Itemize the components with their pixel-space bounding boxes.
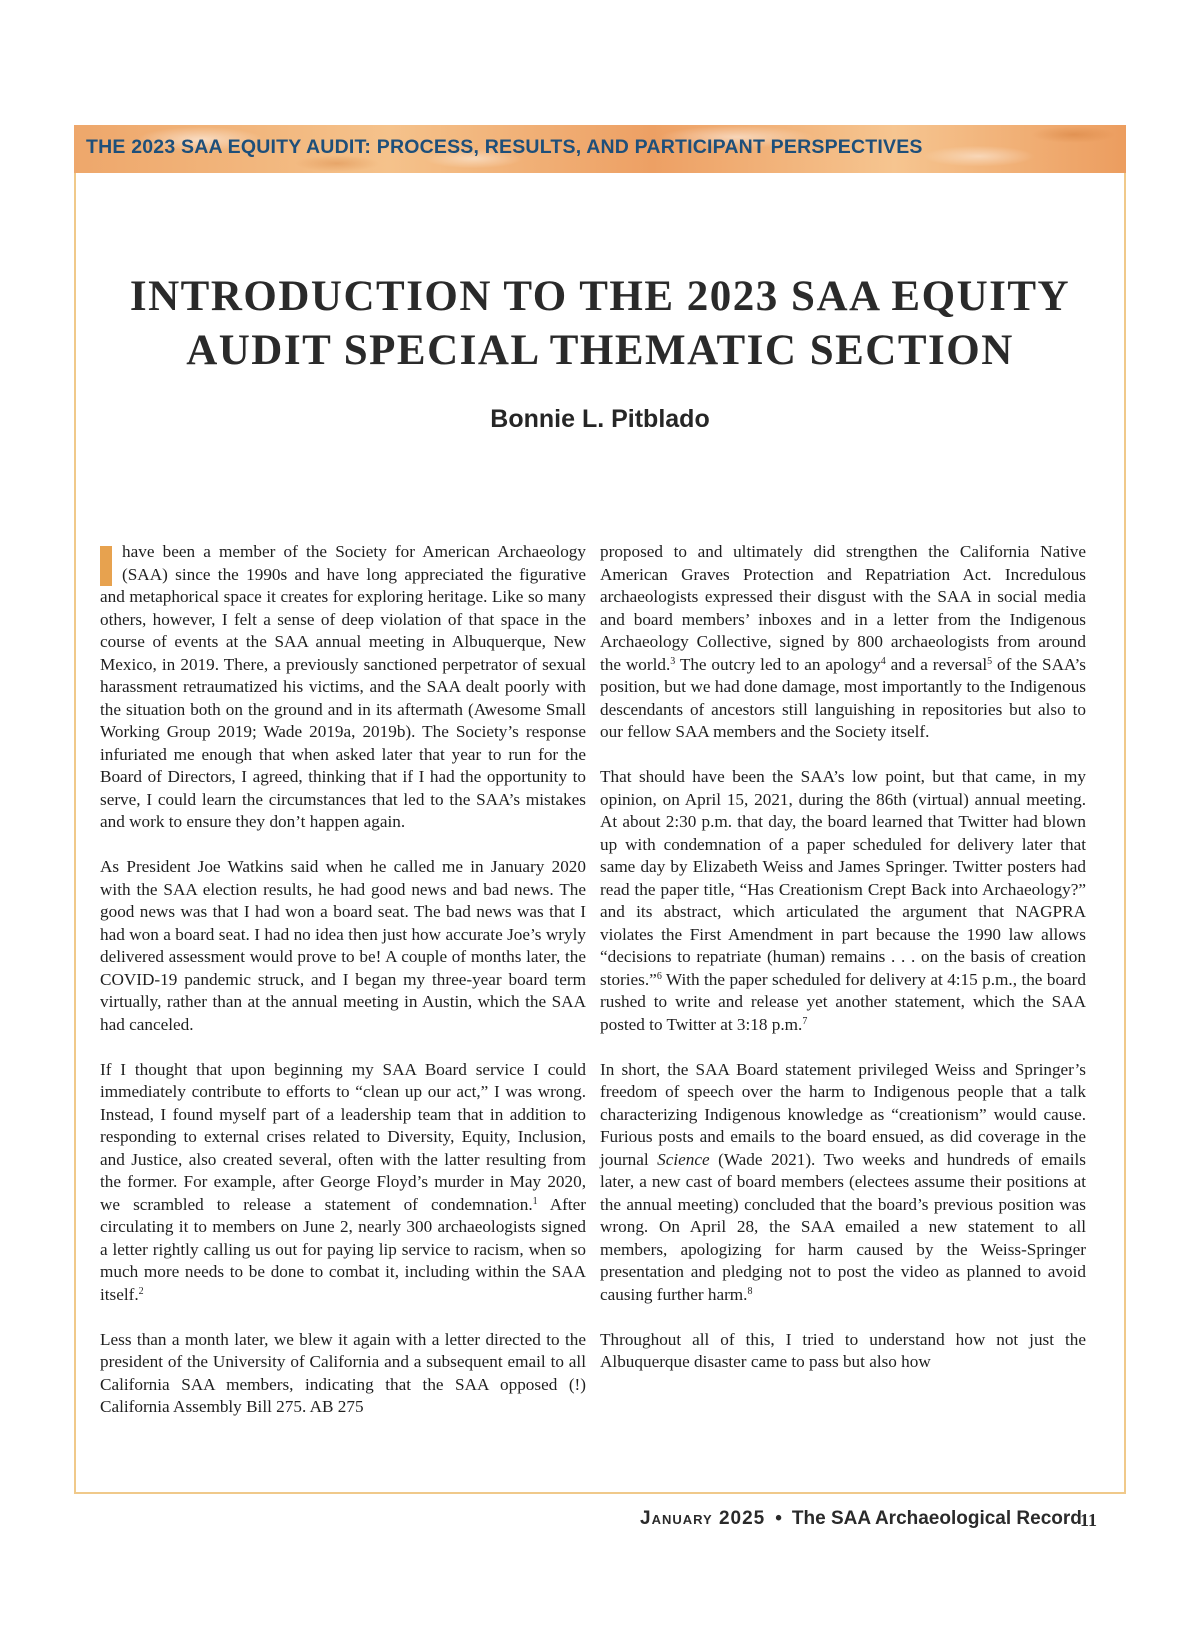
right-column <box>600 541 1086 1374</box>
footnote-mark: 7 <box>802 1015 808 1027</box>
paragraph: Throughout all of this, I tried to understand how not just the Albuquerque disaster came to pass but also how <box>600 1329 1086 1371</box>
footnote-mark: 2 <box>138 1285 144 1297</box>
article-title <box>100 270 1100 378</box>
footnote-mark: 6 <box>656 970 662 982</box>
footnote-mark: 8 <box>747 1285 753 1297</box>
section-banner-text: THE 2023 SAA EQUITY AUDIT: PROCESS, RESULTS, AND PARTICIPANT PERSPECTIVES <box>86 136 923 158</box>
article-title-line-2: AUDIT SPECIAL THEMATIC SECTION <box>186 327 1014 374</box>
drop-cap-i <box>100 546 112 586</box>
left-column <box>100 541 586 1419</box>
paragraph: have been a member of the Society for American Archaeology (SAA) since the 1990s and have long appreciated the figurative and metaphorical space it creates for exploring heritage. Like so many others, however, I felt a sense of deep violation of that space in the course of events at the SAA annual meeting in Albuquerque, New Mexico, in 2019. There, a previously sanctioned perpetrator of sexual harassment retraumatized his victims, and the SAA dealt poorly with the situation both on the ground and in its aftermath (Awesome Small Working Group 2019; Wade 2019a, 2019b). The Society’s response infuriated me enough that when asked later that year to run for the Board of Directors, I agreed, thinking that if I had the opportunity to serve, I could learn the circumstances that led to the SAA’s mistakes and work to ensure they don’t happen again. <box>100 542 586 831</box>
issue-date: January 2025 <box>640 1508 766 1529</box>
footnote-mark: 4 <box>880 655 886 667</box>
bullet-separator: • <box>775 1508 782 1529</box>
footnote-mark: 3 <box>670 655 676 667</box>
journal-title: The SAA Archaeological Record <box>791 1508 1082 1529</box>
paragraph: That should have been the SAA’s low point, but that came, in my opinion, on April 15, 2021, during the 86th (virtual) annual meeting. At about 2:30 p.m. that day, the board learned that Twitter had blown up with condemnation of a paper scheduled for delivery later that same day by Elizabeth Weiss and James Springer. Twitter posters had read the paper title, “Has Creationism Crept Back into Archaeology?” and its abstract, which articulated the argument that NAGPRA violates the First Amendment in part because the 1990 law allows “decisions to repatriate (human) remains . . . on the basis of creation stories.”$^6$ With the paper scheduled for delivery at 4:15 p.m., the board rushed to write and release yet another statement, which the SAA posted to Twitter at 3:18 p.m.$^7$ <box>600 767 1086 1034</box>
page-number: 11 <box>1079 1510 1097 1530</box>
paragraph: As President Joe Watkins said when he called me in January 2020 with the SAA election results, he had good news and bad news. The good news was that I had won a board seat. The bad news was that I had won a board seat. I had no idea then just how accurate Joe’s wryly delivered assessment would prove to be! A couple of months later, the COVID-19 pandemic struck, and I began my three-year board term virtually, rather than at the annual meeting in Austin, which the SAA had canceled. <box>100 857 586 1034</box>
paragraph: Less than a month later, we blew it again with a letter directed to the president of the University of California and a subsequent email to all California SAA members, indicating that the SAA opposed (!) California Assembly Bill 275. AB 275 <box>100 1329 586 1416</box>
paragraph: proposed to and ultimately did strengthen the California Native American Graves Protection and Repatriation Act. Incredulous archaeologists expressed their disgust with the SAA in social media and board members’ inboxes and in a letter from the Indigenous Archaeology Collective, signed by 800 archaeologists from around the world.$^3$ The outcry led to an apology$^4$ and a reversal$^5$ of the SAA’s position, but we had done damage, most importantly to the Indigenous descendants of ancestors still languishing in repositories but also to our fellow SAA members and the Society itself. <box>600 542 1086 741</box>
section-banner <box>74 125 1126 173</box>
paragraph: If I thought that upon beginning my SAA Board service I could immediately contribute to efforts to “clean up our act,” I was wrong. Instead, I found myself part of a leadership team that in addition to responding to external crises related to Diversity, Equity, Inclusion, and Justice, also created several, often with the latter resulting from the former. For example, after George Floyd’s murder in May 2020, we scrambled to release a statement of condemnation.$^1$ After circulating it to members on June 2, nearly 300 archaeologists signed a letter rightly calling us out for paying lip service to racism, when so much more needs to be done to combat it, including within the SAA itself.$^2$ <box>100 1059 586 1304</box>
article-title-line-1: INTRODUCTION TO THE 2023 SAA EQUITY <box>129 273 1071 320</box>
journal-name: Science <box>657 1149 710 1169</box>
author-name: Bonnie L. Pitblado <box>490 405 710 433</box>
paragraph: In short, the SAA Board statement privileged Weiss and Springer’s freedom of speech over the harm to Indigenous people that a talk characterizing Indigenous knowledge as “creationism” would cause. Furious posts and emails to the board ensued, as did coverage in the journal Science (Wade 2021). Two weeks and hundreds of emails later, a new cast of board members (electees assume their positions at the annual meeting) concluded that the board’s previous position was wrong. On April 28, the SAA emailed a new statement to all members, apologizing for harm caused by the Weiss-Springer presentation and pledging not to post the video as planned to avoid causing further harm.$^8$ <box>600 1059 1086 1304</box>
footnote-mark: 1 <box>532 1195 538 1207</box>
page-footer <box>640 1508 1082 1530</box>
footnote-mark: 5 <box>987 655 993 667</box>
